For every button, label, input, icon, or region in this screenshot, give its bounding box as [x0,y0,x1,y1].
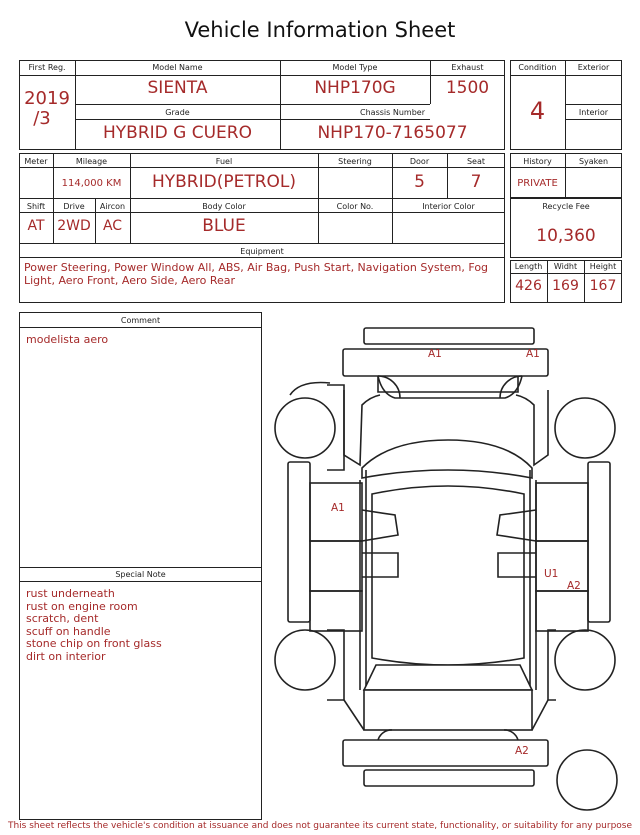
model-type-label: Model Type [332,63,378,72]
special-note-line: stone chip on front glass [26,637,162,650]
grade-value: HYBRID G CUERO [103,123,252,143]
sheet-title: Vehicle Information Sheet [184,18,456,42]
condition-label: Condition [518,63,557,72]
meter-label: Meter [24,157,48,166]
fuel-label: Fuel [215,157,233,166]
damage-mark-right-rear-panel: A2 [567,580,581,592]
length-label: Length [514,262,543,271]
exhaust-value: 1500 [445,78,490,98]
equipment-value: Power Steering, Power Window All, ABS, Air Bag, Push Start, Navigation System, Fog Light, Aero Front, Aero Side, Aero Rear [24,261,489,287]
special-note-line: scuff on handle [26,624,111,638]
mileage-value: 114,000 KM [61,178,122,189]
length-value: 426 [515,278,542,294]
comment-label: Comment [120,316,161,325]
special-note-line: dirt on interior [26,649,106,663]
model-type-value: NHP170G [314,78,396,98]
grade-label: Grade [165,108,190,117]
seat-value: 7 [470,172,482,192]
first-reg-year: 2019 [24,88,70,109]
exterior-label: Exterior [577,63,610,72]
comment-panel [19,312,262,820]
recycle-value: 10,360 [536,226,596,246]
door-value: 5 [414,172,425,192]
special-note-label: Special Note [115,570,166,579]
shift-value: AT [27,218,45,234]
drive-value: 2WD [57,218,91,234]
drive-label: Drive [63,202,85,211]
interior-color-label: Interior Color [422,202,475,211]
exhaust-label: Exhaust [451,63,484,72]
damage-mark-front-bumper-left: A1 [428,348,442,360]
body-color-label: Body Color [202,202,246,211]
height-label: Height [589,262,617,271]
special-note-line: scratch, dent [26,612,99,625]
special-note-list [26,588,162,663]
recycle-label: Recycle Fee [542,202,590,211]
condition-value: 4 [529,97,546,125]
steering-label: Steering [338,157,372,166]
chassis-label: Chassis Number [360,108,425,117]
damage-mark-right-rear-door: U1 [544,568,559,580]
fuel-value: HYBRID(PETROL) [151,172,297,192]
damage-mark-rear-bumper: A2 [515,745,529,757]
shift-label: Shift [26,202,46,211]
body-color-value: BLUE [202,216,246,236]
chassis-value: NHP170-7165077 [317,123,468,143]
color-no-label: Color No. [336,202,374,211]
width-value: 169 [552,278,579,294]
disclaimer-footer: This sheet reflects the vehicle's condition at issuance and does not guarantee its current state, functionality, or suitability for any purpose [7,821,633,831]
mileage-label: Mileage [75,157,108,166]
first-reg-month: /3 [33,108,51,129]
door-label: Door [409,157,430,166]
height-value: 167 [589,278,617,294]
aircon-value: AC [102,218,123,234]
special-note-line: rust underneath [26,587,115,600]
aircon-label: Aircon [99,202,126,211]
history-label: History [523,157,552,166]
special-note-line: rust on engine room [26,599,138,613]
damage-mark-left-front-door: A1 [331,502,345,514]
history-value: PRIVATE [517,178,558,189]
model-name-label: Model Name [152,63,203,72]
interior-label: Interior [578,108,609,117]
syaken-label: Syaken [578,157,609,166]
width-label: Widht [553,262,578,271]
damage-mark-front-bumper-right: A1 [526,348,540,360]
car-damage-diagram [268,322,630,822]
comment-text: modelista aero [26,333,109,346]
seat-label: Seat [466,157,486,166]
first-reg-label: First Reg. [28,63,66,72]
model-name-value: SIENTA [147,78,208,98]
equipment-label: Equipment [240,247,284,256]
